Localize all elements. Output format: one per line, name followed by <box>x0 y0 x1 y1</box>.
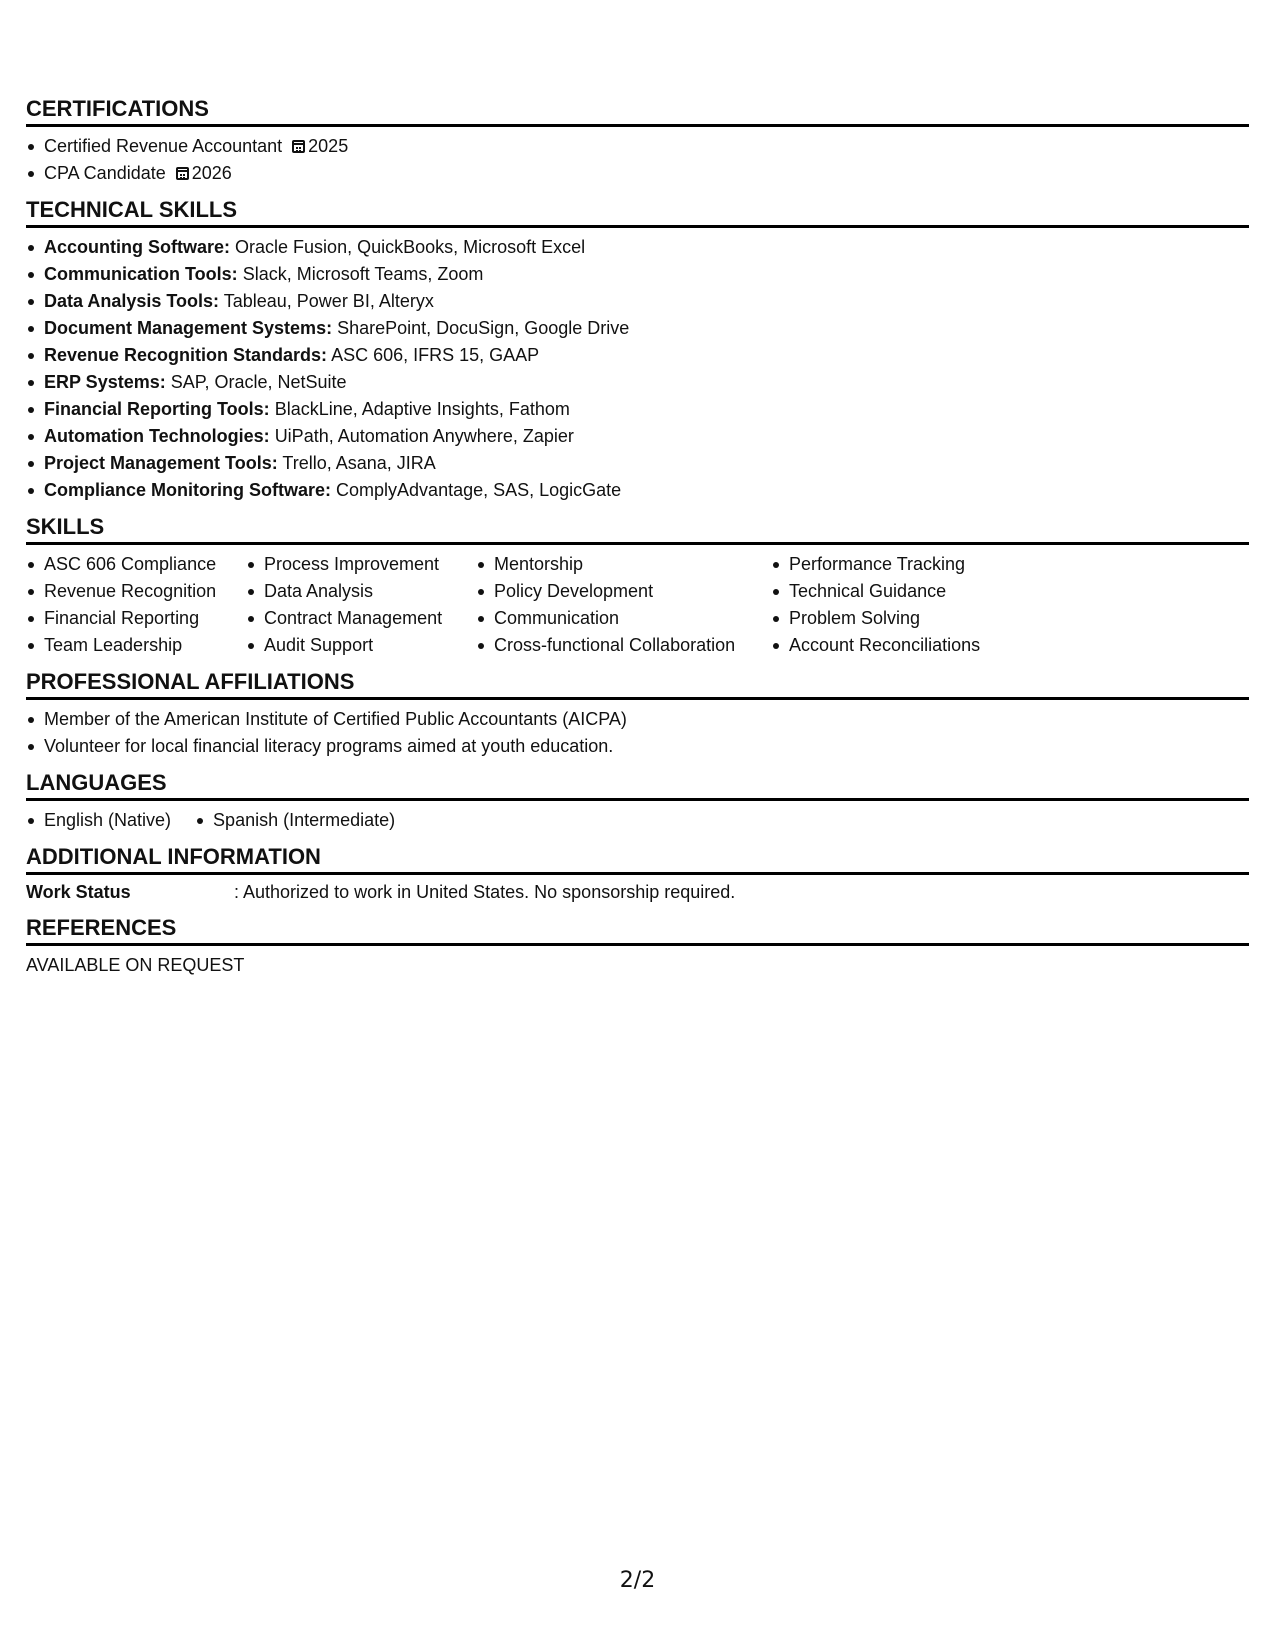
list-item <box>26 160 1249 187</box>
skill-tools: BlackLine, Adaptive Insights, Fathom <box>274 399 570 419</box>
skills-column <box>771 551 1071 659</box>
skill-category: Data Analysis Tools: <box>44 291 220 311</box>
section-title: PROFESSIONAL AFFILIATIONS <box>26 669 1249 700</box>
certifications-section <box>26 96 1249 187</box>
list-item: Mentorship <box>476 551 771 578</box>
list-item: Data Analysis <box>246 578 476 605</box>
list-item <box>26 234 1249 261</box>
calendar-icon <box>292 140 305 153</box>
list-item: Contract Management <box>246 605 476 632</box>
technical-skills-list <box>26 234 1249 504</box>
list-item: Spanish (Intermediate) <box>195 807 395 834</box>
skill-tools: Tableau, Power BI, Alteryx <box>223 291 434 311</box>
list-item: English (Native) <box>26 807 171 834</box>
section-title: REFERENCES <box>26 915 1249 946</box>
affiliations-list <box>26 706 1249 760</box>
skill-tools: ComplyAdvantage, SAS, LogicGate <box>336 480 622 500</box>
section-title: ADDITIONAL INFORMATION <box>26 844 1249 875</box>
list-item <box>26 342 1249 369</box>
list-item <box>26 450 1249 477</box>
section-title: CERTIFICATIONS <box>26 96 1249 127</box>
skill-tools: SAP, Oracle, NetSuite <box>170 372 347 392</box>
skill-category: Revenue Recognition Standards: <box>44 345 328 365</box>
list-item: Performance Tracking <box>771 551 1071 578</box>
affiliations-section <box>26 669 1249 760</box>
list-item: Revenue Recognition <box>26 578 246 605</box>
skill-tools: UiPath, Automation Anywhere, Zapier <box>274 426 574 446</box>
skill-category: Financial Reporting Tools: <box>44 399 270 419</box>
skill-category: Document Management Systems: <box>44 318 333 338</box>
certifications-list <box>26 133 1249 187</box>
list-item: Communication <box>476 605 771 632</box>
skill-category: Project Management Tools: <box>44 453 278 473</box>
list-item: Audit Support <box>246 632 476 659</box>
skill-category: Communication Tools: <box>44 264 238 284</box>
technical-skills-section <box>26 197 1249 504</box>
skill-tools: SharePoint, DocuSign, Google Drive <box>337 318 630 338</box>
skill-tools: Oracle Fusion, QuickBooks, Microsoft Excel <box>235 237 586 257</box>
resume-page <box>26 96 1249 988</box>
list-item: ASC 606 Compliance <box>26 551 246 578</box>
skill-category: ERP Systems: <box>44 372 166 392</box>
skill-category: Automation Technologies: <box>44 426 270 446</box>
skills-column <box>476 551 771 659</box>
list-item: Financial Reporting <box>26 605 246 632</box>
page-number: 2/2 <box>619 1568 656 1593</box>
calendar-icon <box>176 167 189 180</box>
additional-info-section <box>26 844 1249 905</box>
skill-tools: Slack, Microsoft Teams, Zoom <box>242 264 484 284</box>
list-item: Team Leadership <box>26 632 246 659</box>
skills-column <box>26 551 246 659</box>
languages-list <box>26 807 1249 834</box>
list-item: Member of the American Institute of Certified Public Accountants (AICPA) <box>26 706 1249 733</box>
work-status-value: : Authorized to work in United States. No sponsorship required. <box>234 882 736 902</box>
references-section <box>26 915 1249 978</box>
list-item: Cross-functional Collaboration <box>476 632 771 659</box>
section-title: LANGUAGES <box>26 770 1249 801</box>
skill-tools: Trello, Asana, JIRA <box>282 453 436 473</box>
skills-section <box>26 514 1249 659</box>
list-item <box>26 477 1249 504</box>
list-item <box>26 288 1249 315</box>
list-item <box>26 315 1249 342</box>
languages-section <box>26 770 1249 834</box>
skill-category: Compliance Monitoring Software: <box>44 480 332 500</box>
certification-name: Certified Revenue Accountant <box>44 136 283 156</box>
skill-category: Accounting Software: <box>44 237 231 257</box>
list-item <box>26 423 1249 450</box>
list-item: Volunteer for local financial literacy programs aimed at youth education. <box>26 733 1249 760</box>
list-item <box>26 396 1249 423</box>
work-status-row <box>26 879 1249 905</box>
certification-year: 2025 <box>308 136 349 156</box>
list-item: Technical Guidance <box>771 578 1071 605</box>
section-title: SKILLS <box>26 514 1249 545</box>
list-item: Policy Development <box>476 578 771 605</box>
skills-grid <box>26 551 1249 659</box>
skill-tools: ASC 606, IFRS 15, GAAP <box>331 345 540 365</box>
list-item: Account Reconciliations <box>771 632 1071 659</box>
list-item <box>26 261 1249 288</box>
section-title: TECHNICAL SKILLS <box>26 197 1249 228</box>
work-status-label: Work Status <box>26 882 131 902</box>
list-item: Process Improvement <box>246 551 476 578</box>
certification-year: 2026 <box>191 163 232 183</box>
list-item <box>26 133 1249 160</box>
list-item <box>26 369 1249 396</box>
certification-name: CPA Candidate <box>44 163 166 183</box>
references-text: AVAILABLE ON REQUEST <box>26 955 245 975</box>
list-item: Problem Solving <box>771 605 1071 632</box>
skills-column <box>246 551 476 659</box>
